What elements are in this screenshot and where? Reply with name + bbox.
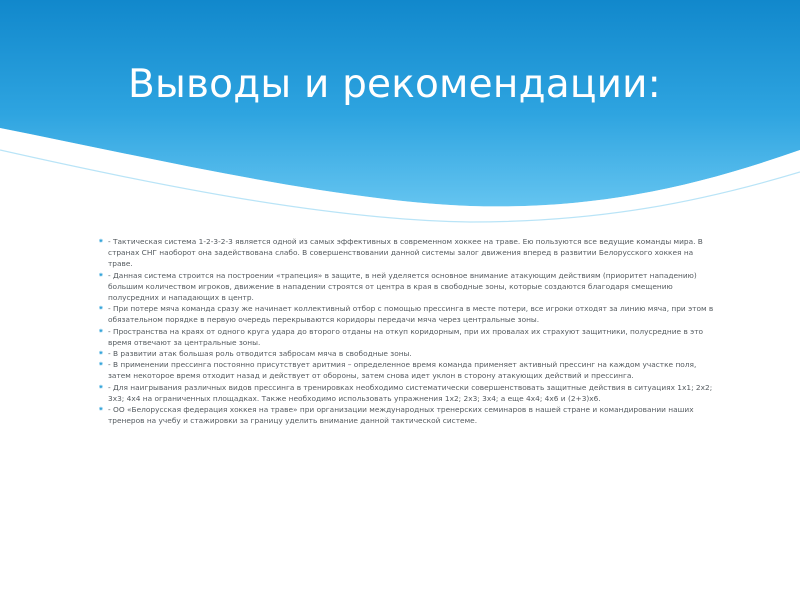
bullet-icon: ⁕ (98, 304, 104, 313)
list-item-text: - ОО «Белорусская федерация хоккея на траве» при организации международных тренерских семинаров в нашей стране и командировании наших тренеров на учебу и стажировки за границу уделить внимание данной тактической системе. (108, 405, 694, 426)
bullet-icon: ⁕ (98, 270, 104, 279)
list-item (98, 359, 718, 381)
list-item (98, 326, 718, 348)
bullet-icon: ⁕ (98, 237, 104, 245)
list-item-text: - В применении прессинга постоянно присутствует аритмия – определенное время команда применяет активный прессинг на каждом участке поля, затем некоторое время отходит назад и действует от обороны, затем снова идет уклон в сторону атакующих действий и прессинга. (108, 360, 697, 381)
list-item-text: - Пространства на краях от одного круга удара до второго отданы на откуп коридорным, при их провалах их страхуют защитники, полусредние в это время отвечают за центральные зоны. (108, 326, 704, 347)
conclusions-list (98, 236, 718, 426)
bullet-icon: ⁕ (98, 326, 104, 335)
header-wave-background (0, 0, 800, 240)
list-item-text: - В развитии атак большая роль отводится забросам мяча в свободные зоны. (108, 349, 412, 359)
list-item-text: - При потере мяча команда сразу же начинает коллективный отбор с помощью прессинга в месте потери, все игроки отходят за линию мяча, при этом в обязательном порядке в первую очередь перекрываются коридоры передачи мяча через центральные зоны. (108, 304, 714, 325)
slide-title: Выводы и рекомендации: (128, 62, 662, 107)
bullet-icon: ⁕ (98, 360, 104, 369)
bullet-icon: ⁕ (98, 349, 104, 358)
bullet-icon: ⁕ (98, 405, 104, 414)
list-item (98, 236, 718, 270)
list-item-text: - Тактическая система 1-2-3-2-3 является одной из самых эффективных в современном хоккее на траве. Ею пользуются все ведущие команды мира. В странах СНГ наоборот она задействована слабо. В совершенствовании данной системы залог движения вперед в развитии Белорусского хоккея на траве. (108, 237, 703, 269)
list-item (98, 348, 718, 359)
list-item (98, 303, 718, 325)
list-item-text: - Данная система строится на построении «трапеция» в защите, в ней уделяется основное внимание атакующим действиям (приоритет нападению) большим количеством игроков, движение в нападении строятся от центра в края в свободные зоны, которые создаются благодаря смещению полусредних и нападающих в центр. (108, 270, 697, 303)
bullet-icon: ⁕ (98, 382, 104, 391)
list-item-text: - Для наигрывания различных видов прессинга в тренировках необходимо систематически совершенствовать защитные действия в ситуациях 1х1; 2х2; 3х3; 4х4 на ограниченных площадках. Также необходимо использовать упражнения 1х2; 2х3; 3х4; а еще 4х4; 4х6 и (2+3)х6. (108, 382, 713, 403)
list-item (98, 382, 718, 404)
list-item (98, 404, 718, 426)
list-item (98, 270, 718, 304)
